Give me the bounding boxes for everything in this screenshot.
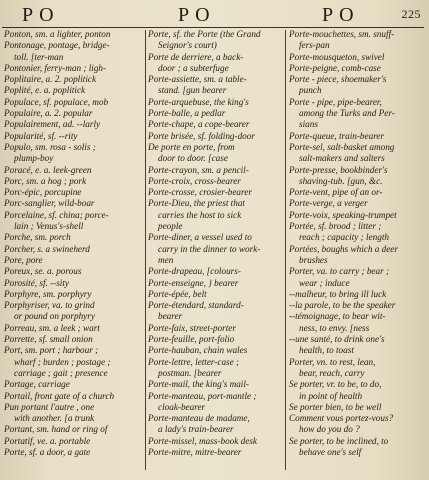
dictionary-entry-line: people xyxy=(158,221,183,232)
dictionary-entry-line: Porte-lettre, letter-case ; xyxy=(148,356,240,367)
dictionary-entry-line: Porte-chape, a cope-bearer xyxy=(148,119,250,130)
dictionary-entry-line: --la parole, to be the speaker xyxy=(289,300,396,311)
dictionary-entry-line: Portée, sf. brood ; litter ; xyxy=(289,221,382,232)
dictionary-entry-line: bearer xyxy=(158,311,183,322)
dictionary-entry-line: Poreux, se. a. porous xyxy=(4,266,82,277)
dictionary-entry-line: Se porter, to be inclined, to xyxy=(289,435,389,446)
dictionary-entry-line: salt-makers and salters xyxy=(299,153,385,164)
dictionary-entry-line: among the Turks and Per- xyxy=(299,108,395,119)
dictionary-entry-line: Porcelaine, sf. china; porce- xyxy=(4,209,109,220)
dictionary-entry-line: Porte-crosse, crosier-bearer xyxy=(148,187,252,198)
dictionary-entry-line: Porte-feuille, port-folio xyxy=(148,334,235,345)
dictionary-entry-line: Porte brisée, sf. folding-door xyxy=(148,130,255,141)
dictionary-entry-line: Seignor's court) xyxy=(158,40,217,51)
dictionary-entry-line: Poracé, e. a. leek-green xyxy=(4,164,92,175)
dictionary-entry-line: --malheur, to bring ill luck xyxy=(289,288,387,299)
dictionary-entry-line: with another. [a trunk xyxy=(14,413,95,424)
header-left: PO xyxy=(22,4,60,26)
dictionary-entry-line: plump-boy xyxy=(14,153,54,164)
dictionary-entry-line: Comment vous portez-vous? xyxy=(289,413,394,424)
dictionary-entry-line: cloak-bearer xyxy=(158,401,206,412)
dictionary-entry-line: toll. [ter-man xyxy=(14,51,64,62)
dictionary-entry-line: Porc-sanglier, wild-boar xyxy=(4,198,95,209)
dictionary-entry-line: Porte-mouchettes, sm. snuff- xyxy=(289,29,395,39)
dictionary-column-middle xyxy=(148,29,286,458)
dictionary-entry-line: brushes xyxy=(299,254,328,265)
dictionary-entry-line: Pontonier, ferry-man ; ligh- xyxy=(4,62,107,73)
dictionary-entry-line: Populo, sm. rosa - solis ; xyxy=(4,141,96,152)
dictionary-entry-line: how do you do ? xyxy=(299,424,360,435)
dictionary-entry-line: Porte-diner, a vessel used to xyxy=(148,232,252,243)
dictionary-entry-line: postman. [bearer xyxy=(158,367,222,378)
dictionary-entry-line: wear ; induce xyxy=(299,277,350,288)
dictionary-entry-line: Porte, sf. the Porte (the Grand xyxy=(148,29,261,39)
dictionary-entry-line: De porte en porte, from xyxy=(148,141,235,152)
dictionary-entry-line: Porte - pipe, pipe-bearer, xyxy=(289,96,382,107)
dictionary-entry-line: stand. [gun bearer xyxy=(158,85,227,96)
dictionary-entry-line: wharf ; burden ; postage ; xyxy=(14,356,111,367)
dictionary-entry-line: carriage ; gait ; presence xyxy=(14,367,108,378)
dictionary-entry-line: health, to toast xyxy=(299,345,354,356)
dictionary-entry-line: Porte-assiette, sm. a table- xyxy=(148,74,247,85)
header-rule xyxy=(2,27,424,28)
dictionary-entry-line: ness, to envy. [ness xyxy=(299,322,370,333)
dictionary-entry-line: lain ; Venus's-shell xyxy=(14,221,84,232)
dictionary-entry-line: Porte-verge, a verger xyxy=(289,198,368,209)
dictionary-entry-line: Popularité, sf. --rity xyxy=(4,130,78,141)
page-number: 225 xyxy=(401,7,421,21)
dictionary-entry-line: Porte-queue, train-bearer xyxy=(289,130,385,141)
dictionary-entry-line: Porc, sm. a hog ; pork xyxy=(4,175,87,186)
dictionary-entry-line: Porte-crayon, sm. a pencil- xyxy=(148,164,249,175)
dictionary-entry-line: Porte-drapeau, [colours- xyxy=(148,266,241,277)
dictionary-entry-line: carry in the dinner to work- xyxy=(158,243,261,254)
dictionary-entry-line: shaving-tub. [gun, &c. xyxy=(299,175,383,186)
dictionary-entry-line: or pound on porphyry xyxy=(14,311,95,322)
dictionary-entry-line: --une santé, to drink one's xyxy=(289,334,385,345)
dictionary-entry-line: Porte - piece, shoemaker's xyxy=(289,74,387,85)
dictionary-entry-line: Porte-hauban, chain wales xyxy=(148,345,248,356)
dictionary-entry-line: Porte-balle, a pedlar xyxy=(148,108,226,119)
dictionary-entry-line: door ; a subterfuge xyxy=(158,62,229,73)
dictionary-entry-line: Porte-peigne, comb-case xyxy=(289,62,381,73)
dictionary-entry-line: men xyxy=(158,254,174,265)
dictionary-entry-line: Porte-missel, mass-book desk xyxy=(148,435,257,446)
dictionary-entry-line: Porter, vn. to rest, lean, xyxy=(289,356,376,367)
dictionary-entry-line: Porte-étendard, standard- xyxy=(148,300,244,311)
dictionary-entry-line: Porphyre, sm. porphyry xyxy=(4,288,92,299)
dictionary-entry-line: Ponton, sm. a lighter, ponton xyxy=(4,29,111,39)
dictionary-entry-line: Porphyriser, va. to grind xyxy=(4,300,95,311)
dictionary-entry-line: Porte-presse, bookbinder's xyxy=(289,164,388,175)
dictionary-entry-line: Porte-voix, speaking-trumpet xyxy=(289,209,397,220)
dictionary-entry-line: in point of health xyxy=(299,390,363,401)
dictionary-entry-line: Port, sm. port ; harbour ; xyxy=(4,345,99,356)
dictionary-entry-line: fers-pan xyxy=(299,40,330,51)
dictionary-entry-line: Porreau, sm. a leek ; wart xyxy=(4,322,100,333)
dictionary-column-right xyxy=(289,29,427,458)
dictionary-entry-line: carries the host to sick xyxy=(158,209,242,220)
dictionary-entry-line: Poplitaire, a. 2. poplitick xyxy=(4,74,97,85)
dictionary-entry-line: Porter, va. to carry ; bear ; xyxy=(289,266,390,277)
dictionary-entry-line: Portatif, ve. a. portable xyxy=(4,435,91,446)
dictionary-entry-line: Porte-croix, cross-bearer xyxy=(148,175,241,186)
dictionary-entry-line: Se porter, vr. to be, to do, xyxy=(289,379,382,390)
dictionary-entry-line: sians xyxy=(299,119,318,130)
dictionary-entry-line: Porte-faix, street-porter xyxy=(148,322,236,333)
dictionary-entry-line: Populaire, a. 2. popular xyxy=(4,108,93,119)
header-middle: PO xyxy=(178,4,216,26)
dictionary-entry-line: reach ; capacity ; length xyxy=(299,232,389,243)
dictionary-entry-line: Porte-mail, the king's mail- xyxy=(148,379,249,390)
dictionary-entry-line: Se porter bien, to be well xyxy=(289,401,382,412)
dictionary-entry-line: Porte-manteau de madame, xyxy=(148,413,250,424)
dictionary-entry-line: a lady's train-bearer xyxy=(158,424,234,435)
dictionary-entry-line: Portées, boughs which a deer xyxy=(289,243,398,254)
dictionary-column-left xyxy=(4,29,142,458)
dictionary-entry-line: Populace, sf. populace, mob xyxy=(4,96,109,107)
dictionary-entry-line: Porte-mousqueton, swivel xyxy=(289,51,385,62)
running-header xyxy=(0,4,429,26)
dictionary-entry-line: Pontonage, pontage, bridge- xyxy=(4,40,110,51)
dictionary-entry-line: Porte, sf. a door, a gate xyxy=(4,446,91,457)
dictionary-entry-line: Porte de derriere, a back- xyxy=(148,51,244,62)
dictionary-entry-line: Populairement, ad. --larly xyxy=(4,119,101,130)
dictionary-entry-line: Porte-vent, pipe of an or- xyxy=(289,187,383,198)
dictionary-entry-line: Porche, sm. porch xyxy=(4,232,71,243)
dictionary-entry-line: Porte-épée, belt xyxy=(148,288,207,299)
dictionary-entry-line: Portage, carriage xyxy=(4,379,70,390)
dictionary-entry-line: Porte-mitre, mitre-bearer xyxy=(148,446,242,457)
dictionary-entry-line: Porte-sel, salt-basket among xyxy=(289,141,395,152)
dictionary-entry-line: Porte-arquebuse, the king's xyxy=(148,96,249,107)
dictionary-entry-line: punch xyxy=(299,85,322,96)
dictionary-entry-line: Portail, front gate of a church xyxy=(4,390,115,401)
dictionary-entry-line: Porte-enseigne, } bearer xyxy=(148,277,239,288)
dictionary-entry-line: Porc-épic, porcupine xyxy=(4,187,82,198)
dictionary-entry-line: Porcher, s. a swineherd xyxy=(4,243,90,254)
dictionary-entry-line: bear, reach, carry xyxy=(299,367,365,378)
dictionary-entry-line: Porrette, sf. small onion xyxy=(4,334,93,345)
dictionary-entry-line: --témoignage, to bear wit- xyxy=(289,311,386,322)
dictionary-entry-line: door to door. [case xyxy=(158,153,228,164)
dictionary-entry-line: Porte-manteau, port-mantle ; xyxy=(148,390,257,401)
dictionary-entry-line: Pun portant l'autre , one xyxy=(4,401,95,412)
dictionary-entry-line: Portant, sm. hand or ring of xyxy=(4,424,108,435)
dictionary-entry-line: Porosité, sf. --sity xyxy=(4,277,69,288)
dictionary-entry-line: Porte-Dieu, the priest that xyxy=(148,198,245,209)
column-divider-1 xyxy=(145,30,146,470)
dictionary-entry-line: Pore, pore xyxy=(4,254,43,265)
dictionary-entry-line: Poplité, e. a. poplitick xyxy=(4,85,86,96)
dictionary-entry-line: behave one's self xyxy=(299,446,362,457)
header-right: PO xyxy=(322,4,360,26)
